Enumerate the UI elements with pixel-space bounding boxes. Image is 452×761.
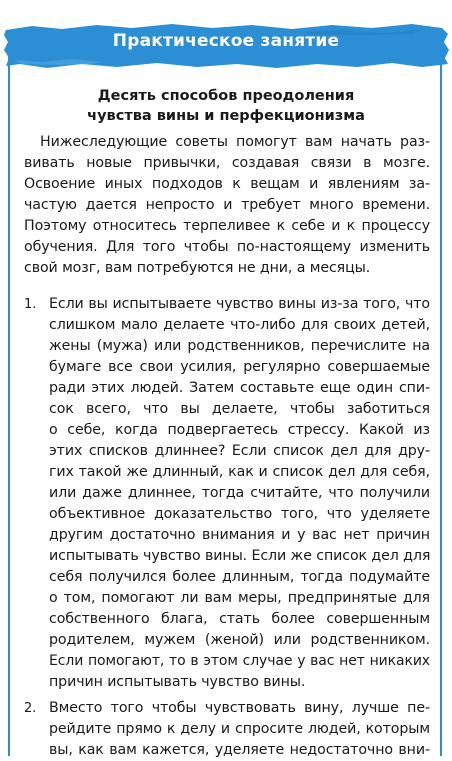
exercise-banner: [2, 20, 450, 72]
list-item-line: другим достаточно внимания и у вас нет причин: [49, 527, 430, 543]
list-item-line: или даже длиннее, тогда считайте, что получили: [49, 485, 430, 501]
list-item-line: вы, как вам кажется, уделяете недостаточно вни-: [49, 742, 430, 758]
list-item-line: гих такой же длинный, как и список дел для себя,: [49, 464, 430, 480]
list-item-line: ради этих людей. Затем составьте еще один спи-: [49, 380, 430, 396]
list-item-line: о себе, когда подвергаетесь стрессу. Какой из: [49, 422, 430, 438]
list-item-number: 1.: [24, 297, 37, 312]
list-item-line: Если помогают, то в этом случае у вас нет никаких: [49, 653, 430, 669]
list-item-line: Вместо того чтобы чувствовать вину, лучше пе-: [49, 700, 430, 716]
list-item-line: причин испытывать чувство вины.: [49, 674, 306, 690]
intro-line: свой мозг, вам потребуются не дни, а месяцы.: [24, 260, 371, 276]
list-item-line: себя получился более длинным, тогда подумайте: [49, 569, 430, 585]
intro-line: Освоение иных подходов к вещам и явлениям за-: [24, 176, 430, 192]
banner-title: Практическое занятие: [112, 31, 340, 51]
intro-line: обучения. Для того чтобы по-настоящему изменить: [24, 239, 430, 255]
tips-list: [24, 294, 430, 761]
list-item: [24, 698, 430, 761]
intro-line: частую дается непросто и требует много времени.: [24, 197, 430, 213]
list-item-line: слишком мало делаете что-либо для своих детей,: [49, 317, 430, 333]
intro-paragraph: [24, 132, 430, 279]
list-item-number: 2.: [24, 701, 37, 716]
intro-line: вивать новые привычки, создавая связи в мозге.: [24, 155, 430, 171]
list-item-line: собственного блага, стать более совершенным: [49, 611, 430, 627]
list-item-line: испытывать чувство вины. Если же список дел для: [49, 548, 431, 564]
list-item-line: объективное доказательство того, что уделяете: [49, 506, 430, 522]
intro-line: Поэтому относитесь терпеливее к себе и к процессу: [24, 218, 430, 234]
heading-line-2: чувства вины и перфекционизма: [87, 108, 365, 124]
list-item: [24, 294, 430, 693]
list-item-line: рейдите прямо к делу и спросите людей, которым: [49, 721, 430, 737]
list-item-line: бумаге все свои усилия, регулярно совершаемые: [49, 359, 430, 375]
list-item-line: родителем, мужем (женой) или родственником.: [49, 632, 430, 648]
list-item-line: сок всего, что вы делаете, чтобы заботиться: [49, 401, 430, 417]
list-item-line: этих списков длиннее? Если список дел для дру-: [49, 443, 430, 459]
list-item-line: Если вы испытываете чувство вины из-за того, что: [49, 296, 430, 312]
list-item-line: жены (мужа) или родственников, перечислите на: [49, 338, 430, 354]
intro-line: Нижеследующие советы помогут вам начать раз-: [40, 134, 430, 150]
section-heading: [20, 86, 432, 126]
heading-line-1: Десять способов преодоления: [97, 88, 355, 104]
list-item-line: о том, помогают ли вам меры, предпринятые для: [49, 590, 430, 606]
